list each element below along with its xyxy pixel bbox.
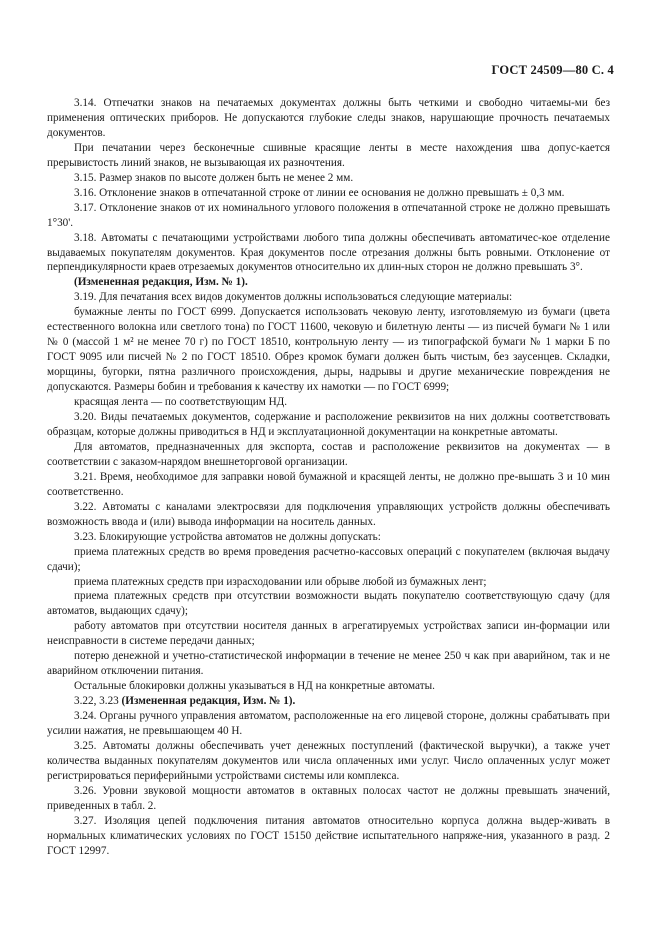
paragraph-3-26: 3.26. Уровни звуковой мощности автоматов в октавных полосах частот не должны превышать значений, приведенных в табл. 2. xyxy=(47,784,610,812)
paragraph-3-19-ribbon: красящая лента — по соответствующим НД. xyxy=(74,396,288,409)
amendment-note-3-22-3-23: 3.22, 3.23 (Измененная редакция, Изм. № 1). xyxy=(74,695,296,708)
amendment-note: (Измененная редакция, Изм. № 1). xyxy=(74,276,248,289)
paragraph-3-20-export: Для автоматов, предназначенных для экспорта, состав и расположение реквизитов на документах — в соответствии с заказом-нарядом внешнеторговой организации. xyxy=(47,440,610,468)
paragraph-3-21: 3.21. Время, необходимое для заправки новой бумажной и красящей ленты, не должно пре-вышать 3 и 10 мин соответственно. xyxy=(47,470,610,498)
paragraph-3-19: 3.19. Для печатания всех видов документов должны использоваться следующие материалы: xyxy=(74,291,513,304)
paragraph-3-23-item-1: приема платежных средств во время проведения расчетно-кассовых операций с покупателем (включая выдачу сдачи); xyxy=(47,545,610,573)
paragraph-3-23-item-2: приема платежных средств при израсходовании или обрыве любой из бумажных лент; xyxy=(74,575,487,588)
paragraph-3-14-note: При печатании через бесконечные сшивные красящие ленты в месте нахождения шва допус-кается прерывистость линий знаков, не вызывающая их разночтения. xyxy=(47,141,610,169)
document-body xyxy=(47,96,610,859)
paragraph-3-15: 3.15. Размер знаков по высоте должен быть не менее 2 мм. xyxy=(74,171,354,184)
paragraph-3-22: 3.22. Автоматы с каналами электросвязи для подключения управляющих устройств должны обеспечивать возможность ввода и (или) вывода информации на носитель данных. xyxy=(47,500,610,528)
paragraph-3-25: 3.25. Автоматы должны обеспечивать учет денежных поступлений (фактической выручки), а также учет количества выданных покупателям документов или числа оплаченных ими услуг. Число оплаченных услуг может регистрироваться периферийными устройствами системы или комплекса. xyxy=(47,739,610,782)
page-header: ГОСТ 24509—80 С. 4 xyxy=(491,63,614,77)
paragraph-3-18: 3.18. Автоматы с печатающими устройствами любого типа должны обеспечивать автоматичес-кое отделение выдаваемых покупателям документов. Края документов после отрезания должны быть ровными. Отклонение от перпендикулярности краев отрезаемых документов относительно их длин-ных сторон не должно превышать 3°. xyxy=(47,231,610,274)
paragraph-3-20: 3.20. Виды печатаемых документов, содержание и расположение реквизитов на них должны соответствовать образцам, которые должны приводиться в НД и эксплуатационной документации на конкретные автоматы. xyxy=(47,411,610,438)
paragraph-3-24: 3.24. Органы ручного управления автоматом, расположенные на его лицевой стороне, должны срабатывать при усилии нажатия, не превышающем 40 Н. xyxy=(47,710,610,738)
paragraph-3-27: 3.27. Изоляция цепей подключения питания автоматов относительно корпуса должна выдер-живать в нормальных климатических условиях по ГОСТ 15150 действие испытательного напряже-ния, указанного в разд. 2 ГОСТ 12997. xyxy=(47,814,610,857)
paragraph-3-16: 3.16. Отклонение знаков в отпечатанной строке от линии ее основания не должно превышать ± 0,3 мм. xyxy=(74,186,565,199)
paragraph-3-23-item-4: работу автоматов при отсутствии носителя данных в агрегатируемых устройствах записи ин-формации или неисправности в системе передачи данных; xyxy=(47,620,610,648)
paragraph-3-17: 3.17. Отклонение знаков от их номинального углового положения в отпечатанной строке не должно превышать 1°30'. xyxy=(47,201,610,229)
paragraph-3-23-other: Остальные блокировки должны указываться в НД на конкретные автоматы. xyxy=(74,680,435,693)
paragraph-3-14: 3.14. Отпечатки знаков на печатаемых документах должны быть четкими и свободно читаемы-ми без применения оптических приборов. Не допускаются глубокие следы знаков, нарушающие прочность печатаемых документов. xyxy=(47,97,610,139)
paragraph-3-23: 3.23. Блокирующие устройства автоматов не должны допускать: xyxy=(74,530,381,543)
paragraph-3-19-paper: бумажные ленты по ГОСТ 6999. Допускается использовать чековую ленту, изготовляемую из бумаги (цвета естественного волокна или светлого тона) по ГОСТ 11600, чековую и билетную ленты — из писчей бумаги № 1 или № 0 (массой 1 м² не менее 70 г) по ГОСТ 18510, контрольную ленту — из типографской бумаги № 1 марки Б по ГОСТ 9095 или писчей № 2 по ГОСТ 18510. Обрез кромок бумаги должен быть чистым, без заусенцев. Складки, морщины, бугорки, пятна различного происхождения, дыры, надрывы и другие механические повреждения не допускаются. Размеры бобин и требования к качеству их намотки — по ГОСТ 6999; xyxy=(47,306,610,394)
paragraph-3-23-item-3: приема платежных средств при отсутствии возможности выдать покупателю соответствующую сдачу (для автоматов, выдающих сдачу); xyxy=(47,590,610,618)
paragraph-3-23-item-5: потерю денежной и учетно-статистической информации в течение не менее 250 ч как при аварийном, так и не аварийном отключении питания. xyxy=(47,650,610,678)
